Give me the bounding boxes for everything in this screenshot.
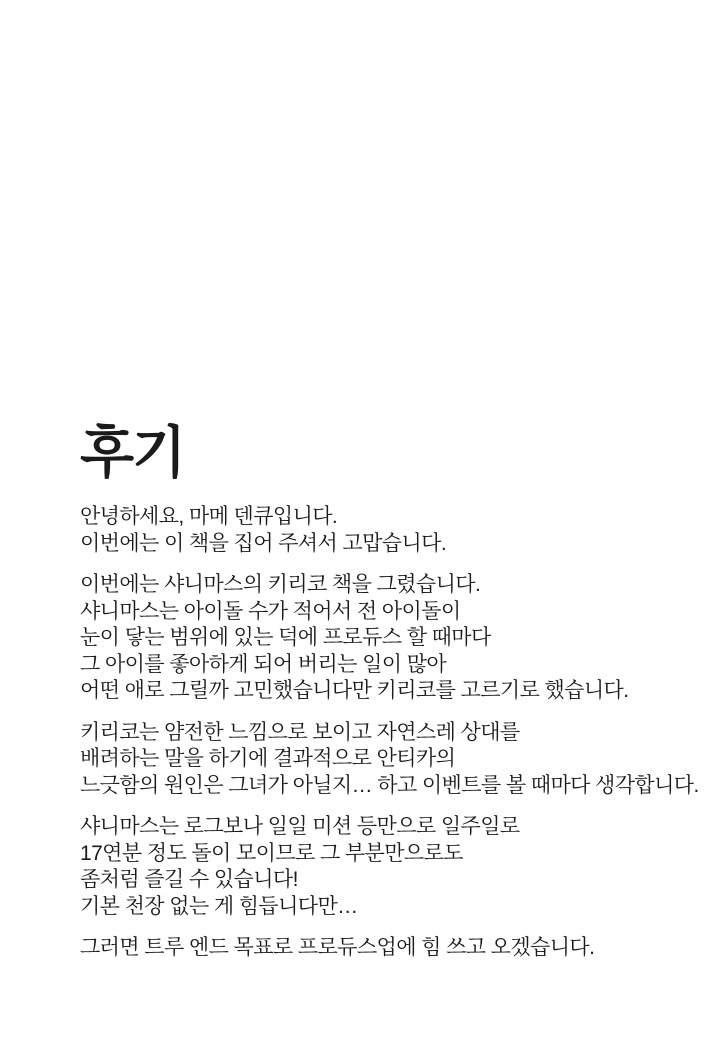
text-line: 키리코는 얌전한 느낌으로 보이고 자연스레 상대를 xyxy=(80,720,520,744)
text-line: 그 아이를 좋아하게 되어 버리는 일이 많아 xyxy=(80,652,447,676)
text-line: 17연분 정도 돌이 모이므로 그 부분만으로도 xyxy=(80,841,463,865)
closing-paragraph xyxy=(80,935,690,962)
text-line: 좀처럼 즐길 수 있습니다! xyxy=(80,868,298,891)
character-impression-paragraph xyxy=(80,720,699,800)
text-line: 안녕하세요, 마메 덴큐입니다. xyxy=(80,505,338,528)
text-line: 기본 천장 없는 게 힘듭니다만… xyxy=(80,894,358,918)
text-line: 눈이 닿는 범위에 있는 덕에 프로듀스 할 때마다 xyxy=(80,626,491,649)
text-line: 이번에는 샤니마스의 키리코 책을 그렸습니다. xyxy=(80,573,481,596)
greeting-paragraph xyxy=(80,504,690,557)
text-line: 그러면 트루 엔드 목표로 프로듀스업에 힘 쓰고 오겠습니다. xyxy=(80,936,595,959)
text-line: 샤니마스는 로그보나 일일 미션 등만으로 일주일로 xyxy=(80,815,520,838)
text-line: 어떤 애로 그릴까 고민했습니다만 키리코를 고르기로 했습니다. xyxy=(80,679,629,702)
afterword-content xyxy=(80,421,699,962)
text-line: 이번에는 이 책을 집어 주셔서 고맙습니다. xyxy=(80,531,447,555)
text-line: 샤니마스는 아이돌 수가 적어서 전 아이돌이 xyxy=(80,599,461,623)
text-line: 배려하는 말을 하기에 결과적으로 안티카의 xyxy=(80,747,456,770)
text-line: 느긋함의 원인은 그녀가 아닐지… 하고 이벤트를 볼 때마다 생각합니다. xyxy=(80,773,699,797)
game-comment-paragraph xyxy=(80,814,690,920)
page-title: 후기 xyxy=(80,421,185,484)
book-choice-paragraph xyxy=(80,572,690,705)
